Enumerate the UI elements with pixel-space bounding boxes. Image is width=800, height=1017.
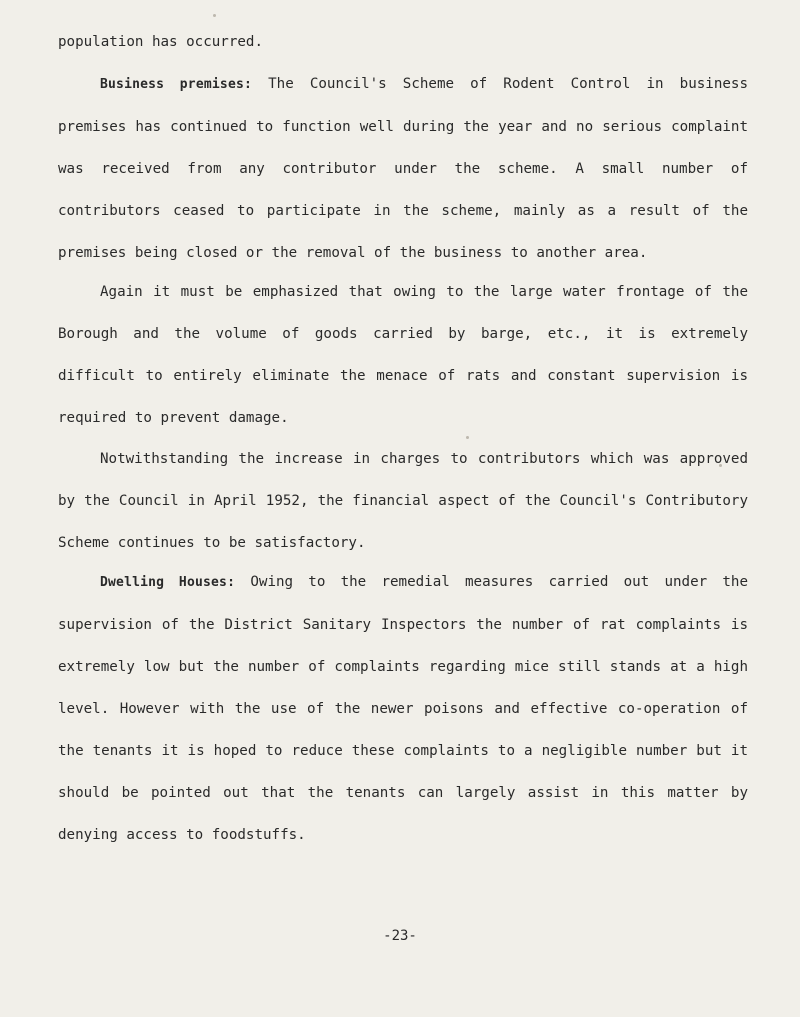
- water-frontage-paragraph: [58, 271, 748, 439]
- dwelling-houses-heading: Dwelling Houses:: [100, 575, 236, 590]
- paper-speck: [213, 14, 216, 17]
- dwelling-houses-paragraph: [58, 561, 748, 856]
- business-premises-paragraph: [58, 63, 748, 274]
- charges-paragraph: [58, 438, 748, 564]
- water-frontage-text: Again it must be emphasized that owing to the large water frontage of the Borough and the volume of goods carried by barge, etc., it is extremely difficult to entirely eliminate the menace of rats and constant supervision is required to prevent damage.: [58, 284, 748, 426]
- business-premises-text: The Council's Scheme of Rodent Control in business premises has continued to function well during the year and no serious complaint was received from any contributor under the scheme. A small number of contributors ceased to participate in the scheme, mainly as a result of the premises being closed or the removal of the business to another area.: [58, 76, 748, 261]
- opening-line: [58, 21, 748, 63]
- business-premises-heading: Business premises:: [100, 77, 253, 92]
- charges-text: Notwithstanding the increase in charges to contributors which was approved by the Council in April 1952, the financial aspect of the Council's Contributory Scheme continues to be satisfactory.: [58, 451, 748, 551]
- dwelling-houses-text: Owing to the remedial measures carried out under the supervision of the District Sanitary Inspectors the number of rat complaints is extremely low but the number of complaints regarding mice still stands at a high level. However with the use of the newer poisons and effective co-operation of the tenants it is hoped to reduce these complaints to a negligible number but it should be pointed out that the tenants can largely assist in this matter by denying access to foodstuffs.: [58, 574, 748, 843]
- opening-line-text: population has occurred.: [58, 34, 263, 50]
- page-number: -23-: [383, 928, 417, 944]
